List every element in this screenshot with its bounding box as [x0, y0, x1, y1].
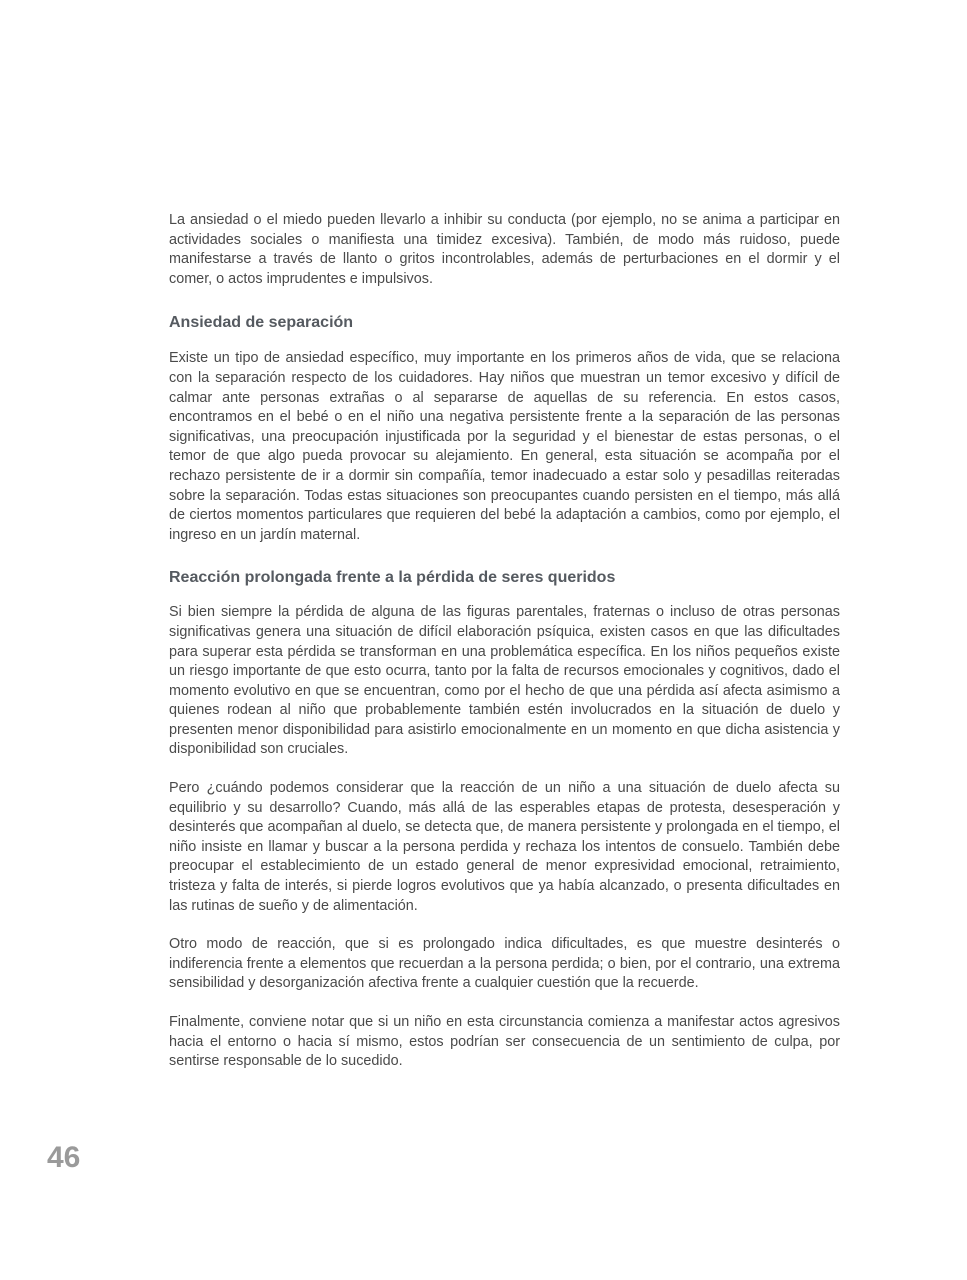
page-content	[169, 211, 840, 1072]
heading-reaccion-perdida: Reacción prolongada frente a la pérdida de seres queridos	[169, 569, 616, 587]
page-number: 46	[47, 1141, 81, 1174]
perdida-paragraph-1: Si bien siempre la pérdida de alguna de las figuras parentales, fraternas o incluso de otras personas significativas genera una situación de difícil elaboración psíquica, existen casos en que las dificultades para superar esta pérdida se transforman en una problemática específica. En los niños pequeños existe un riesgo importante de que esto ocurra, tanto por la falta de recursos emocionales y cognitivos, dado el momento evolutivo en que se encuentran, como por el hecho de que una pérdida así afecta asimismo a quienes rodean al niño que probablemente también estén involucrados en la situación de duelo y presenten menor disponibilidad para asistirlo emocionalmente en un momento en que dicha asistencia y disponibilidad son cruciales.	[169, 604, 840, 758]
perdida-paragraph-3: Otro modo de reacción, que si es prolongado indica dificultades, es que muestre desinterés o indiferencia frente a elementos que recuerdan a la persona perdida; o bien, por el contrario, una extrema sensibilidad y desorganización afectiva frente a cualquier cuestión que la recuerde.	[169, 936, 840, 992]
intro-paragraph: La ansiedad o el miedo pueden llevarlo a inhibir su conducta (por ejemplo, no se anima a participar en actividades sociales o manifiesta una timidez excesiva). También, de modo más ruidoso, puede manifestarse a través de llanto o gritos incontrolables, además de perturbaciones en el dormir y el comer, o actos imprudentes e impulsivos.	[169, 212, 840, 287]
heading-ansiedad-separacion: Ansiedad de separación	[169, 314, 354, 332]
perdida-paragraph-2: Pero ¿cuándo podemos considerar que la reacción de un niño a una situación de duelo afecta su equilibrio y su desarrollo? Cuando, más allá de las esperables etapas de protesta, desesperación y desinterés que acompañan al duelo, se detecta que, de manera persistente y prolongada en el tiempo, el niño insiste en llamar y buscar a la persona perdida y rechaza los intentos de consuelo. También debe preocupar el establecimiento de un estado general de menor expresividad emocional, retraimiento, tristeza y falta de interés, si pierde logros evolutivos que ya había alcanzado, o presenta dificultades en las rutinas de sueño y de alimentación.	[169, 780, 840, 914]
perdida-paragraph-4: Finalmente, conviene notar que si un niño en esta circunstancia comienza a manifestar actos agresivos hacia el entorno o hacia sí mismo, estos podrían ser consecuencia de un sentimiento de culpa, por sentirse responsable de lo sucedido.	[169, 1014, 840, 1070]
separacion-paragraph: Existe un tipo de ansiedad específico, muy importante en los primeros años de vida, que se relaciona con la separación respecto de los cuidadores. Hay niños que muestran un temor excesivo y difícil de calmar ante personas extrañas o al separarse de aquellas de su referencia. En estos casos, encontramos en el bebé o en el niño una negativa persistente frente a la separación de las personas significativas, una preocupación injustificada por la seguridad y el bienestar de estas personas, o el temor de que algo pueda provocar su alejamiento. En general, esta situación se acompaña por el rechazo persistente de ir a dormir sin compañía, temor inadecuado a estar solo y pesadillas reiteradas sobre la separación. Todas estas situaciones son preocupantes cuando persisten en el tiempo, más allá de ciertos momentos particulares que requieren del bebé la adaptación a cambios, como por ejemplo, el ingreso en un jardín maternal.	[169, 350, 840, 543]
